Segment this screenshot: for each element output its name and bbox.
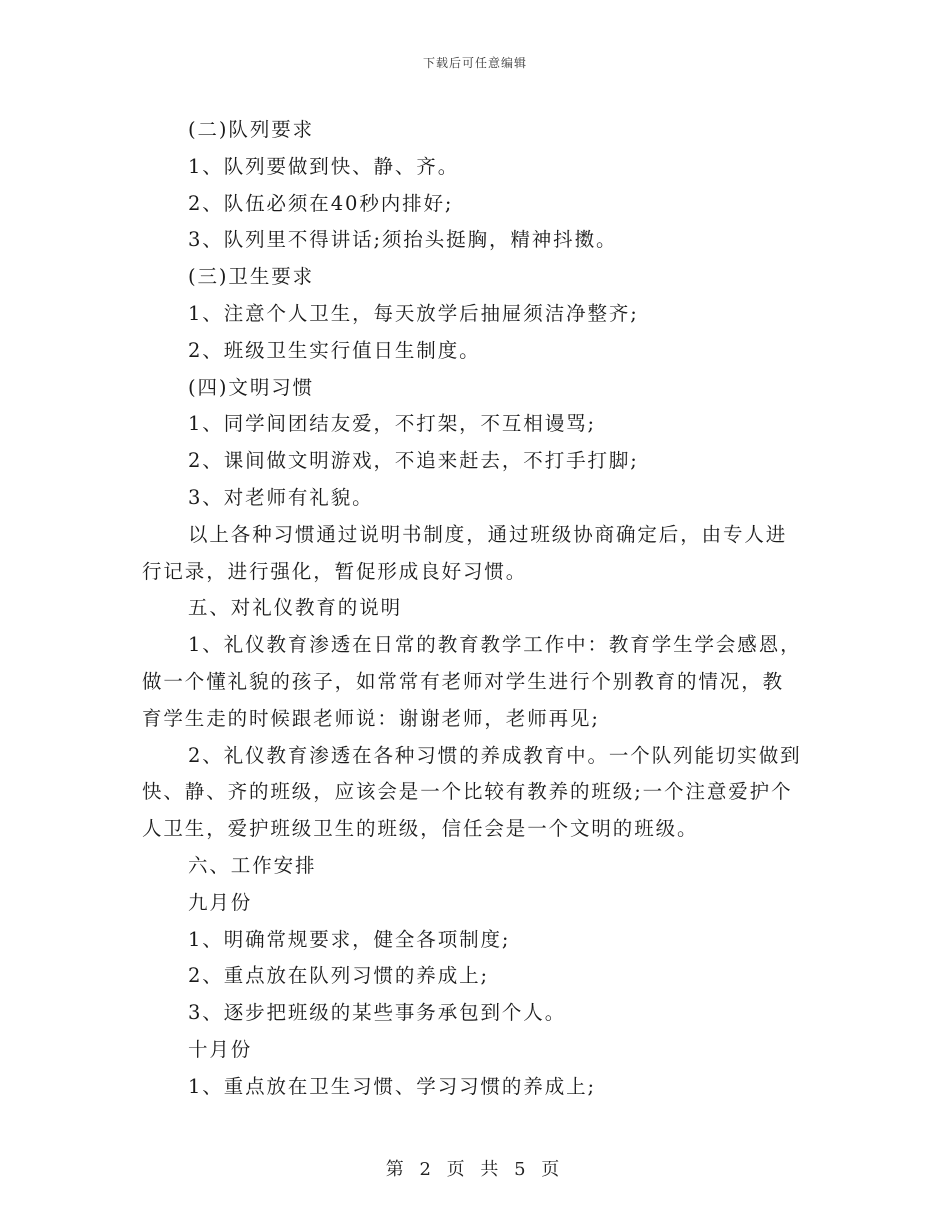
- text-line: 五、对礼仪教育的说明: [188, 596, 403, 620]
- text-line: 3、对老师有礼貌。: [188, 485, 374, 509]
- text-line: 快、静、齐的班级，应该会是一个比较有教养的班级;一个注意爱护个: [142, 780, 793, 804]
- text-line: 育学生走的时候跟老师说：谢谢老师，老师再见;: [142, 706, 600, 730]
- page-header: 下载后可任意编辑: [422, 56, 527, 70]
- text-line: 2、班级卫生实行值日生制度。: [188, 338, 481, 362]
- text-line: (四)文明习惯: [188, 375, 315, 399]
- text-line: 2、重点放在队列习惯的养成上;: [188, 964, 489, 988]
- text-line: 十月份: [188, 1037, 253, 1061]
- text-line: 行记录，进行强化，暂促形成良好习惯。: [142, 559, 528, 583]
- text-line: 3、队列里不得讲话;须抬头挺胸，精神抖擞。: [188, 228, 618, 252]
- text-line: 做一个懂礼貌的孩子，如常常有老师对学生进行个别教育的情况，教: [142, 669, 785, 693]
- text-line: 1、重点放在卫生习惯、学习习惯的养成上;: [188, 1074, 596, 1098]
- text-line: 1、同学间团结友爱，不打架，不互相谩骂;: [188, 412, 596, 436]
- document-body: [142, 112, 810, 1106]
- text-line: 六、工作安排: [188, 853, 317, 877]
- text-line: 1、礼仪教育渗透在日常的教育教学工作中：教育学生学会感恩，: [188, 633, 802, 657]
- text-line: 2、队伍必须在40秒内排好;: [188, 191, 454, 215]
- text-line: (三)卫生要求: [188, 265, 315, 289]
- page-footer: 第 2 页 共 5 页: [385, 1159, 565, 1180]
- text-line: 2、课间做文明游戏，不追来赶去，不打手打脚;: [188, 449, 639, 473]
- text-line: 1、明确常规要求，健全各项制度;: [188, 927, 511, 951]
- text-line: 2、礼仪教育渗透在各种习惯的养成教育中。一个队列能切实做到: [188, 743, 802, 767]
- text-line: 3、逐步把班级的某些事务承包到个人。: [188, 1001, 567, 1025]
- text-line: 1、队列要做到快、静、齐。: [188, 154, 460, 178]
- text-line: (二)队列要求: [188, 118, 315, 141]
- text-line: 1、注意个人卫生，每天放学后抽屉须洁净整齐;: [188, 301, 639, 325]
- text-line: 以上各种习惯通过说明书制度，通过班级协商确定后，由专人进: [188, 522, 788, 546]
- text-line: 九月份: [188, 890, 253, 914]
- text-line: 人卫生，爱护班级卫生的班级，信任会是一个文明的班级。: [142, 817, 699, 841]
